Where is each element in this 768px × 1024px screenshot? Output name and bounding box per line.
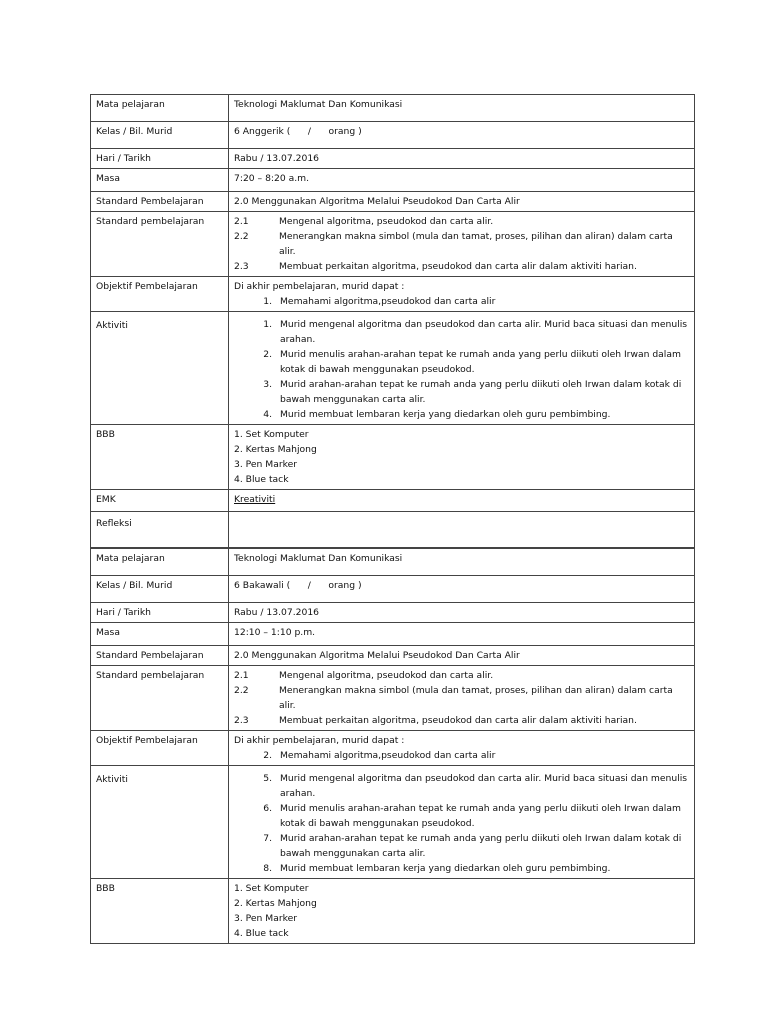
aktiviti-item: 2. Murid menulis arahan-arahan tepat ke rumah anda yang perlu diikuti oleh Irwan dalam kotak di bawah menggunakan pseudokod.	[263, 349, 681, 375]
objektif-item: 2. Memahami algoritma,pseudokod dan carta alir	[263, 750, 496, 761]
bbb-label: BBB	[91, 879, 229, 944]
bbb-item: 1. Set Komputer	[234, 429, 309, 440]
standard-pembelajaran-detail-label: Standard pembelajaran	[91, 212, 229, 277]
standard-item: 2.3 Membuat perkaitan algoritma, pseudokod dan carta alir dalam aktiviti harian.	[234, 715, 637, 726]
aktiviti-item: 5. Murid mengenal algoritma dan pseudokod dan carta alir. Murid baca situasi dan menulis arahan.	[263, 773, 688, 799]
standard-pembelajaran-value: 2.0 Menggunakan Algoritma Melalui Pseudokod Dan Carta Alir	[229, 192, 695, 212]
kelas-value: 6 Anggerik ( / orang )	[229, 122, 695, 149]
emk-value: Kreativiti	[229, 490, 695, 512]
kelas-label: Kelas / Bil. Murid	[91, 576, 229, 603]
kelas-label: Kelas / Bil. Murid	[91, 122, 229, 149]
standard-item: 2.2 Menerangkan makna simbol (mula dan tamat, proses, pilihan dan aliran) dalam carta alir.	[234, 685, 673, 711]
standard-pembelajaran-label: Standard Pembelajaran	[91, 192, 229, 212]
lesson-plan-table-2	[90, 548, 695, 944]
standard-item: 2.1 Mengenal algoritma, pseudokod dan carta alir.	[234, 216, 494, 227]
refleksi-value	[229, 512, 695, 548]
hari-tarikh-label: Hari / Tarikh	[91, 603, 229, 623]
standard-pembelajaran-detail-label: Standard pembelajaran	[91, 666, 229, 731]
bbb-item: 2. Kertas Mahjong	[234, 444, 317, 455]
objektif-label: Objektif Pembelajaran	[91, 731, 229, 766]
standard-list	[229, 212, 695, 277]
objektif-intro: Di akhir pembelajaran, murid dapat :	[234, 735, 405, 746]
objektif-label: Objektif Pembelajaran	[91, 277, 229, 312]
kelas-value: 6 Bakawali ( / orang )	[229, 576, 695, 603]
bbb-item: 2. Kertas Mahjong	[234, 898, 317, 909]
aktiviti-label: Aktiviti	[91, 312, 229, 425]
objektif-value	[229, 277, 695, 312]
lesson-plan-table-1	[90, 94, 695, 548]
standard-item: 2.1 Mengenal algoritma, pseudokod dan carta alir.	[234, 670, 494, 681]
standard-list	[229, 666, 695, 731]
standard-item: 2.2 Menerangkan makna simbol (mula dan tamat, proses, pilihan dan aliran) dalam carta alir.	[234, 231, 673, 257]
aktiviti-item: 1. Murid mengenal algoritma dan pseudokod dan carta alir. Murid baca situasi dan menulis arahan.	[263, 319, 688, 345]
aktiviti-label: Aktiviti	[91, 766, 229, 879]
bbb-list	[229, 425, 695, 490]
aktiviti-item: 7. Murid arahan-arahan tepat ke rumah anda yang perlu diikuti oleh Irwan dalam kotak di bawah menggunakan carta alir.	[263, 833, 682, 859]
masa-value: 7:20 – 8:20 a.m.	[229, 169, 695, 192]
mata-pelajaran-value: Teknologi Maklumat Dan Komunikasi	[229, 95, 695, 122]
mata-pelajaran-value: Teknologi Maklumat Dan Komunikasi	[229, 549, 695, 576]
hari-tarikh-label: Hari / Tarikh	[91, 149, 229, 169]
hari-tarikh-value: Rabu / 13.07.2016	[229, 603, 695, 623]
hari-tarikh-value: Rabu / 13.07.2016	[229, 149, 695, 169]
masa-value: 12:10 – 1:10 p.m.	[229, 623, 695, 646]
emk-label: EMK	[91, 490, 229, 512]
standard-pembelajaran-label: Standard Pembelajaran	[91, 646, 229, 666]
masa-label: Masa	[91, 623, 229, 646]
bbb-item: 4. Blue tack	[234, 474, 289, 485]
bbb-item: 3. Pen Marker	[234, 913, 298, 924]
bbb-label: BBB	[91, 425, 229, 490]
mata-pelajaran-label: Mata pelajaran	[91, 95, 229, 122]
standard-item: 2.3 Membuat perkaitan algoritma, pseudokod dan carta alir dalam aktiviti harian.	[234, 261, 637, 272]
mata-pelajaran-label: Mata pelajaran	[91, 549, 229, 576]
masa-label: Masa	[91, 169, 229, 192]
bbb-list	[229, 879, 695, 944]
aktiviti-list	[229, 766, 695, 879]
aktiviti-item: 6. Murid menulis arahan-arahan tepat ke rumah anda yang perlu diikuti oleh Irwan dalam kotak di bawah menggunakan pseudokod.	[263, 803, 681, 829]
bbb-item: 4. Blue tack	[234, 928, 289, 939]
standard-pembelajaran-value: 2.0 Menggunakan Algoritma Melalui Pseudokod Dan Carta Alir	[229, 646, 695, 666]
bbb-item: 3. Pen Marker	[234, 459, 298, 470]
objektif-value	[229, 731, 695, 766]
aktiviti-item: 8. Murid membuat lembaran kerja yang diedarkan oleh guru pembimbing.	[263, 863, 611, 874]
aktiviti-list	[229, 312, 695, 425]
objektif-item: 1. Memahami algoritma,pseudokod dan carta alir	[263, 296, 496, 307]
refleksi-label: Refleksi	[91, 512, 229, 548]
aktiviti-item: 4. Murid membuat lembaran kerja yang diedarkan oleh guru pembimbing.	[263, 409, 611, 420]
aktiviti-item: 3. Murid arahan-arahan tepat ke rumah anda yang perlu diikuti oleh Irwan dalam kotak di bawah menggunakan carta alir.	[263, 379, 682, 405]
bbb-item: 1. Set Komputer	[234, 883, 309, 894]
objektif-intro: Di akhir pembelajaran, murid dapat :	[234, 281, 405, 292]
